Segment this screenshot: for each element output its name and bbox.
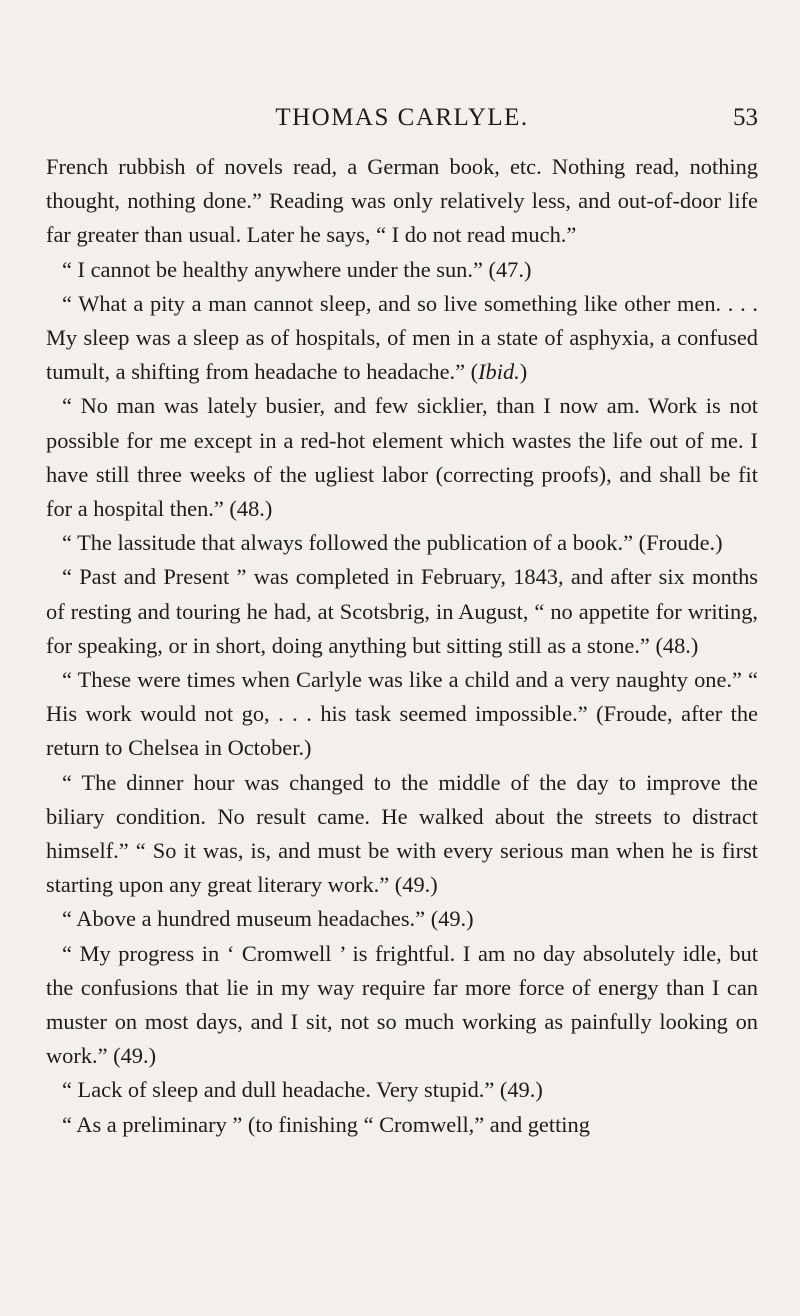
paragraph: “ What a pity a man cannot sleep, and so live something like other men. . . . My sleep was a sleep as of hospitals, of men in a state of asphyxia, a confused tumult, a shifting from headache to headache.” (Ibid.) [46, 290, 758, 385]
paragraph: French rubbish of novels read, a German book, etc. Nothing read, nothing thought, nothing done.” Reading was only relatively less, and out-of-door life far greater than usual. Later he says, “ I do not read much.” [46, 154, 758, 248]
paragraph: “ The lassitude that always followed the publication of a book.” (Froude.) [62, 530, 723, 556]
body-text [46, 150, 758, 1142]
paragraph: “ No man was lately busier, and few sicklier, than I now am. Work is not possible for me except in a red-hot element which wastes the life out of me. I have still three weeks of the ugliest labor (correcting proofs), and shall be fit for a hospital then.” (48.) [46, 393, 758, 522]
paragraph: “ I cannot be healthy anywhere under the sun.” (47.) [62, 256, 532, 282]
paragraph: “ The dinner hour was changed to the middle of the day to improve the biliary condition. No result came. He walked about the streets to distract himself.” “ So it was, is, and must be with every serious man when he is first starting upon any great literary work.” (49.) [46, 769, 758, 898]
paragraph: “ Above a hundred museum headaches.” (49.) [62, 906, 474, 932]
paragraph: “ These were times when Carlyle was like a child and a very naughty one.” “ His work would not go, . . . his task seemed impossible.” (Froude, after the return to Chelsea in October.) [46, 667, 758, 761]
paragraph: “ As a preliminary ” (to finishing “ Cromwell,” and getting [62, 1111, 590, 1137]
ibid-italic: Ibid. [478, 359, 520, 385]
page-number: 53 [733, 104, 758, 131]
running-title: THOMAS CARLYLE. [275, 104, 529, 131]
paragraph: “ Past and Present ” was completed in February, 1843, and after six months of resting and touring he had, at Scotsbrig, in August, “ no appetite for writing, for speaking, or in short, doing anything but sitting still as a stone.” (48.) [46, 564, 758, 658]
paragraph: “ Lack of sleep and dull headache. Very stupid.” (49.) [62, 1077, 543, 1103]
paragraph: “ My progress in ‘ Cromwell ’ is frightful. I am no day absolutely idle, but the confusions that lie in my way require far more force of energy than I can muster on most days, and I sit, not so much working as painfully looking on work.” (49.) [46, 940, 758, 1069]
running-head [46, 98, 758, 138]
